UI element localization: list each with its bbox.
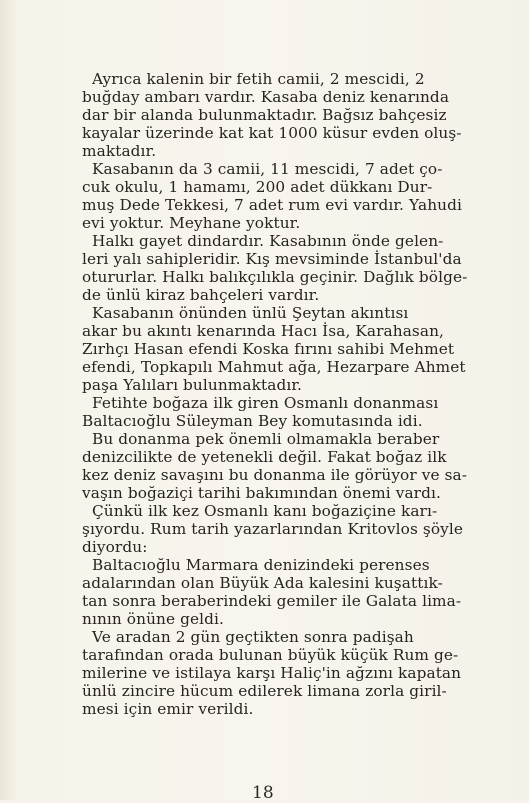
page-number: 18 bbox=[252, 783, 274, 803]
text-line: buğday ambarı vardır. Kasaba deniz kenarında bbox=[82, 88, 450, 106]
text-line: muş Dede Tekkesi, 7 adet rum evi vardır. Yahudi bbox=[82, 196, 463, 214]
text-line: Kasabanın önünden ünlü Şeytan akıntısı bbox=[92, 304, 409, 322]
text-line: paşa Yalıları bulunmaktadır. bbox=[82, 376, 303, 394]
body-text bbox=[82, 70, 500, 718]
text-line: mesi için emir verildi. bbox=[82, 700, 254, 718]
text-line: leri yalı sahipleridir. Kış mevsiminde İstanbul'da bbox=[82, 250, 462, 268]
text-line: Fetihte boğaza ilk giren Osmanlı donanması bbox=[92, 394, 439, 412]
text-line: de ünlü kiraz bahçeleri vardır. bbox=[82, 286, 320, 304]
text-line: Çünkü ilk kez Osmanlı kanı boğaziçine karı- bbox=[92, 502, 438, 520]
text-line: vaşın boğaziçi tarihi bakımından önemi vardı. bbox=[82, 484, 441, 502]
text-line: ünlü zincire hücum edilerek limana zorla giril- bbox=[82, 682, 447, 700]
text-line: Halkı gayet dindardır. Kasabının önde gelen- bbox=[92, 232, 444, 250]
text-line: nının önüne geldi. bbox=[82, 610, 224, 628]
text-line: Baltacıoğlu Marmara denizindeki perenses bbox=[92, 556, 430, 574]
text-line: kayalar üzerinde kat kat 1000 küsur evden oluş- bbox=[82, 124, 462, 142]
text-line: Kasabanın da 3 camii, 11 mescidi, 7 adet ço- bbox=[92, 160, 443, 178]
text-line: Ve aradan 2 gün geçtikten sonra padişah bbox=[92, 628, 414, 646]
text-line: tarafından orada bulunan büyük küçük Rum ge- bbox=[82, 646, 459, 664]
text-line: Baltacıoğlu Süleyman Bey komutasında idi. bbox=[82, 412, 423, 430]
text-line: milerine ve istilaya karşı Haliç'in ağzını kapatan bbox=[82, 664, 462, 682]
text-line: dar bir alanda bulunmaktadır. Bağsız bahçesiz bbox=[82, 106, 447, 124]
text-line: maktadır. bbox=[82, 142, 157, 160]
text-line: cuk okulu, 1 hamamı, 200 adet dükkanı Dur- bbox=[82, 178, 433, 196]
text-line: efendi, Topkapılı Mahmut ağa, Hezarpare Ahmet bbox=[82, 358, 466, 376]
text-line: evi yoktur. Meyhane yoktur. bbox=[82, 214, 301, 232]
text-line: adalarından olan Büyük Ada kalesini kuşattık- bbox=[82, 574, 443, 592]
text-line: Bu donanma pek önemli olmamakla beraber bbox=[92, 430, 440, 448]
text-line: diyordu: bbox=[82, 538, 148, 556]
text-line: Ayrıca kalenin bir fetih camii, 2 mescidi, 2 bbox=[92, 70, 425, 88]
text-line: akar bu akıntı kenarında Hacı İsa, Karahasan, bbox=[82, 322, 445, 340]
text-line: otururlar. Halkı balıkçılıkla geçinir. Dağlık bölge- bbox=[82, 268, 468, 286]
text-line: tan sonra beraberindeki gemiler ile Galata lima- bbox=[82, 592, 462, 610]
text-line: şıyordu. Rum tarih yazarlarından Kritovlos şöyle bbox=[82, 520, 464, 538]
text-line: kez deniz savaşını bu donanma ile görüyor ve sa- bbox=[82, 466, 468, 484]
text-line: Zırhçı Hasan efendi Koska fırını sahibi Mehmet bbox=[82, 340, 455, 358]
text-line: denizcilikte de yetenekli değil. Fakat boğaz ilk bbox=[82, 448, 447, 466]
